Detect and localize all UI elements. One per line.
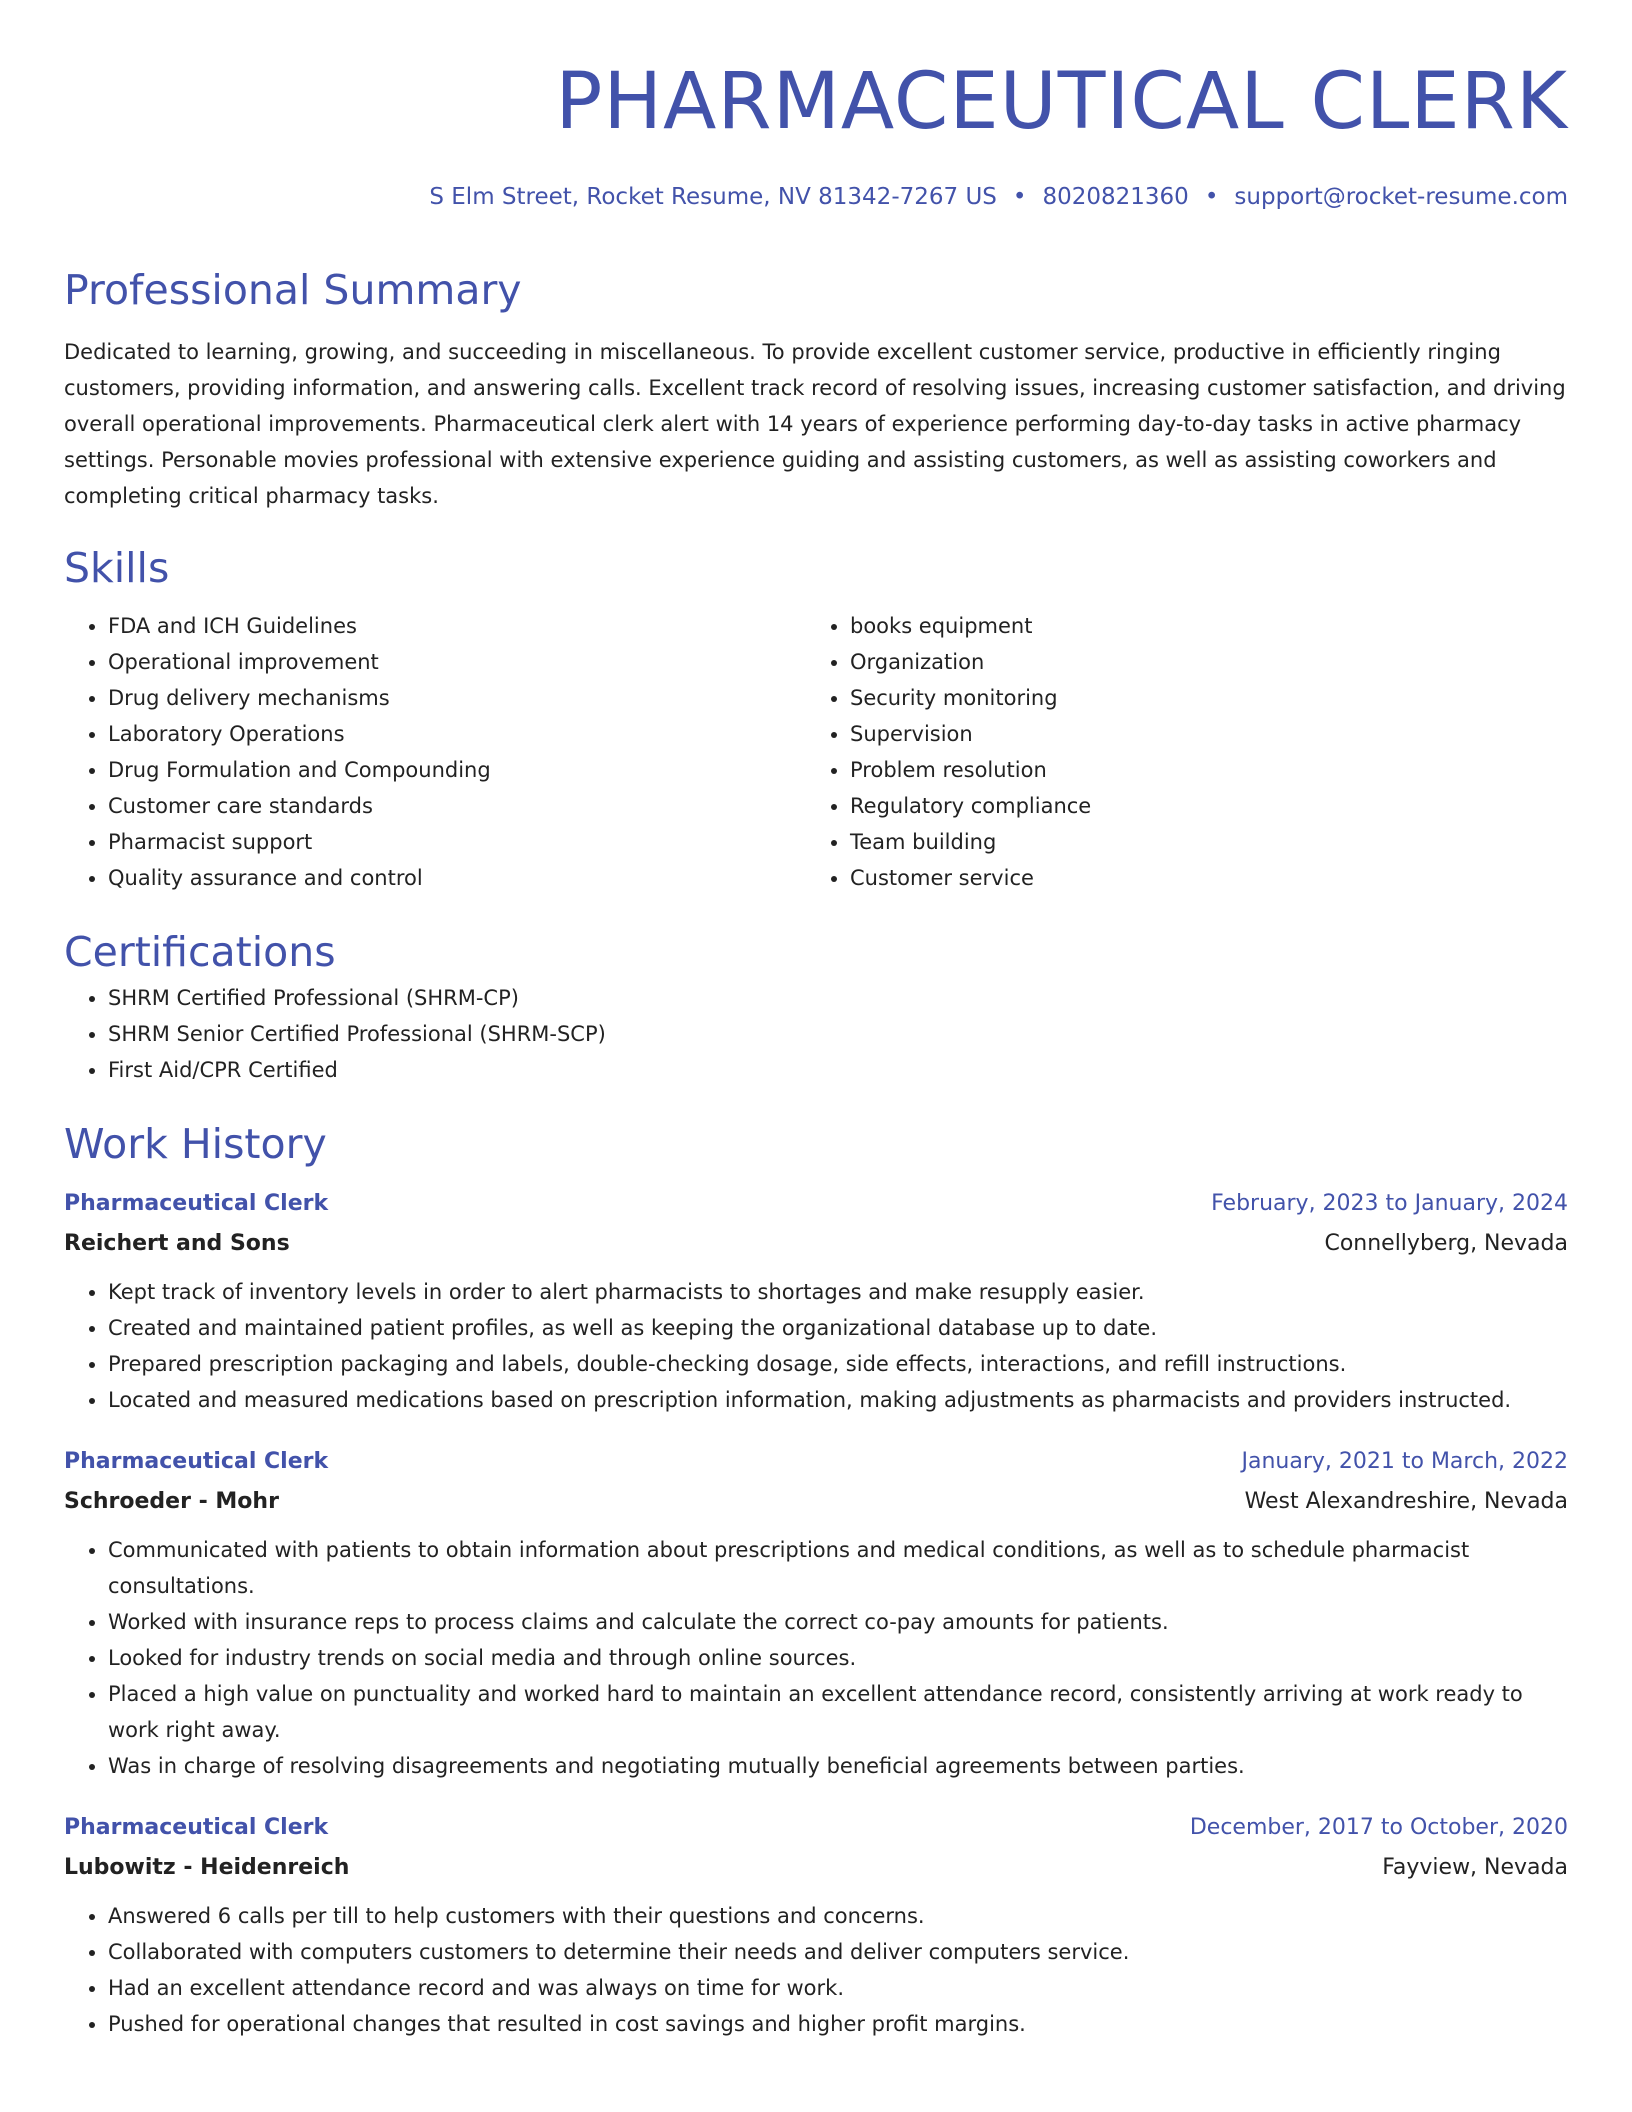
- contact-phone: 8020821360: [1042, 184, 1189, 210]
- job-location: Connellyberg, Nevada: [1324, 1231, 1568, 1256]
- skill-item: • Operational improvement: [108, 644, 806, 680]
- job-bullet: • Created and maintained patient profiles, as well as keeping the organizational database up to date.: [108, 1310, 1568, 1346]
- resume-page: [64, 0, 1568, 2042]
- certifications-list: [64, 980, 1568, 1088]
- job-bullet: • Answered 6 calls per till to help customers with their questions and concerns.: [108, 1898, 1568, 1934]
- skill-item: • Regulatory compliance: [850, 788, 1548, 824]
- skill-item: • Problem resolution: [850, 752, 1548, 788]
- job-title: Pharmaceutical Clerk: [64, 1449, 329, 1474]
- job-bullet: • Located and measured medications based on prescription information, making adjustments as pharmacists and providers instructed.: [108, 1382, 1568, 1418]
- resume-name: PHARMACEUTICAL CLERK: [555, 57, 1568, 147]
- skill-item: • Quality assurance and control: [108, 860, 806, 896]
- job-bullet: • Collaborated with computers customers to determine their needs and deliver computers service.: [108, 1934, 1568, 1970]
- job-company: Lubowitz - Heidenreich: [64, 1855, 350, 1880]
- skills-heading: Skills: [64, 544, 170, 592]
- job-company: Reichert and Sons: [64, 1231, 290, 1256]
- skills-list-left: [64, 608, 806, 896]
- skill-item: • Security monitoring: [850, 680, 1548, 716]
- skill-item: • Supervision: [850, 716, 1548, 752]
- job-bullet: • Communicated with patients to obtain information about prescriptions and medical conditions, as well as to schedule pharmacist consultations.: [108, 1532, 1568, 1604]
- skill-item: • Team building: [850, 824, 1548, 860]
- work-history-heading: Work History: [64, 1120, 327, 1168]
- skill-item: • Laboratory Operations: [108, 716, 806, 752]
- job-bullet: • Placed a high value on punctuality and worked hard to maintain an excellent attendance record, consistently arriving at work ready to work right away.: [108, 1676, 1568, 1748]
- job-dates: December, 2017 to October, 2020: [1189, 1815, 1568, 1840]
- skills-columns: [64, 608, 1568, 896]
- job-bullet: • Pushed for operational changes that resulted in cost savings and higher profit margins.: [108, 2006, 1568, 2042]
- job-bullet: • Was in charge of resolving disagreements and negotiating mutually beneficial agreements between parties.: [108, 1748, 1568, 1784]
- skill-item: • Customer service: [850, 860, 1548, 896]
- job-company-row: [64, 1482, 1568, 1522]
- skill-item: • FDA and ICH Guidelines: [108, 608, 806, 644]
- skill-item: • Organization: [850, 644, 1548, 680]
- job-bullet: • Prepared prescription packaging and labels, double-checking dosage, side effects, interactions, and refill instructions.: [108, 1346, 1568, 1382]
- job-bullets: [64, 1274, 1568, 1418]
- job-header-row: [64, 1442, 1568, 1482]
- skill-item: • Pharmacist support: [108, 824, 806, 860]
- contact-separator: •: [1012, 184, 1027, 210]
- job-company-row: [64, 1848, 1568, 1888]
- contact-separator: •: [1204, 184, 1219, 210]
- job-company: Schroeder - Mohr: [64, 1489, 279, 1514]
- job-bullets: [64, 1532, 1568, 1784]
- skill-item: • Customer care standards: [108, 788, 806, 824]
- contact-email: support@rocket-resume.com: [1234, 184, 1568, 210]
- job-header-row: [64, 1184, 1568, 1224]
- job-entry: [64, 1184, 1568, 1418]
- job-dates: January, 2021 to March, 2022: [1241, 1449, 1568, 1474]
- summary-text: Dedicated to learning, growing, and succeeding in miscellaneous. To provide excellent customer service, productive in efficiently ringing customers, providing information, and answering calls. Excellent track record of resolving issues, increasing customer satisfaction, and driving overall operational improvements. Pharmaceutical clerk alert with 14 years of experience performing day-to-day tasks in active pharmacy settings. Personable movies professional with extensive experience guiding and assisting customers, as well as assisting coworkers and completing critical pharmacy tasks.: [64, 340, 1566, 508]
- job-bullets: [64, 1898, 1568, 2042]
- job-bullet: • Worked with insurance reps to process claims and calculate the correct co-pay amounts for patients.: [108, 1604, 1568, 1640]
- job-bullet: • Looked for industry trends on social media and through online sources.: [108, 1640, 1568, 1676]
- job-dates: February, 2023 to January, 2024: [1211, 1191, 1568, 1216]
- skill-item: • Drug Formulation and Compounding: [108, 752, 806, 788]
- job-bullet: • Kept track of inventory levels in order to alert pharmacists to shortages and make resupply easier.: [108, 1274, 1568, 1310]
- job-location: West Alexandreshire, Nevada: [1244, 1489, 1568, 1514]
- skills-list-right: [806, 608, 1548, 896]
- summary-heading: Professional Summary: [64, 266, 522, 314]
- job-header-row: [64, 1808, 1568, 1848]
- job-company-row: [64, 1224, 1568, 1264]
- job-title: Pharmaceutical Clerk: [64, 1815, 329, 1840]
- job-location: Fayview, Nevada: [1382, 1855, 1568, 1880]
- job-entry: [64, 1808, 1568, 2042]
- certifications-heading: Certifications: [64, 928, 336, 976]
- contact-line: [64, 182, 1568, 212]
- skill-item: • books equipment: [850, 608, 1548, 644]
- certification-item: • SHRM Senior Certified Professional (SHRM-SCP): [108, 1016, 1568, 1052]
- job-title: Pharmaceutical Clerk: [64, 1191, 329, 1216]
- job-bullet: • Had an excellent attendance record and was always on time for work.: [108, 1970, 1568, 2006]
- skill-item: • Drug delivery mechanisms: [108, 680, 806, 716]
- job-entry: [64, 1442, 1568, 1784]
- contact-address: S Elm Street, Rocket Resume, NV 81342-7267 US: [429, 184, 997, 210]
- certification-item: • First Aid/CPR Certified: [108, 1052, 1568, 1088]
- certification-item: • SHRM Certified Professional (SHRM-CP): [108, 980, 1568, 1016]
